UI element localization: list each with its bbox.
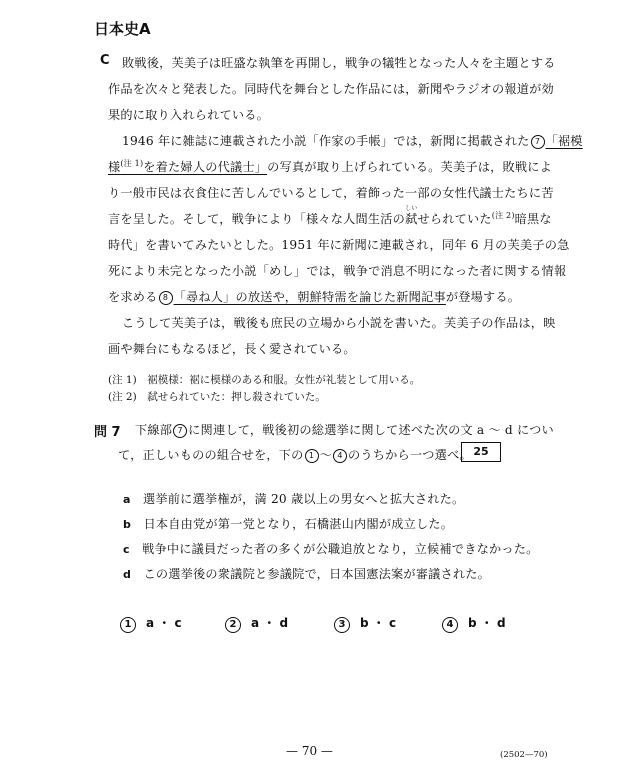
question-label: 問 7 bbox=[94, 425, 121, 440]
passage-line bbox=[108, 205, 552, 227]
choice-number: 1 bbox=[120, 617, 136, 633]
passage-line bbox=[108, 158, 552, 175]
statement-d bbox=[123, 565, 490, 582]
underlined-text: 「裾模 bbox=[545, 134, 583, 148]
passage-line bbox=[122, 132, 583, 149]
passage-text: の写真が取り上げられている。芙美子は，敗戦によ bbox=[267, 160, 553, 175]
passage-line: り一般市民は衣食住に苦しんでいるとして，着飾った一部の女性代議士たちに苦 bbox=[108, 186, 554, 200]
question-text: に関連して，戦後初の総選挙に関して述べた次の文 a ～ d につい bbox=[188, 423, 554, 437]
ruby-word bbox=[405, 205, 418, 227]
document-code: (2502—70) bbox=[500, 750, 548, 760]
statement-b bbox=[123, 515, 453, 532]
question-line bbox=[118, 446, 472, 463]
subject-title: 日本史A bbox=[94, 20, 151, 38]
passage-text: を求める bbox=[108, 290, 158, 304]
range-separator: ～ bbox=[319, 448, 332, 462]
question-text: のうちから一つ選べ。 bbox=[347, 448, 472, 462]
choice-text: a ・ d bbox=[251, 616, 289, 630]
statement-text: 戦争中に議員だった者の多くが公職追放となり，立候補できなかった。 bbox=[142, 542, 539, 556]
choice-text: b ・ c bbox=[360, 616, 397, 630]
question-text: 下線部 bbox=[135, 423, 173, 437]
choice-1[interactable] bbox=[120, 612, 182, 633]
footnote-ref: (注 2) bbox=[491, 211, 515, 220]
passage-text: せられていた bbox=[417, 212, 492, 227]
passage-text: が登場する。 bbox=[445, 290, 521, 304]
statement-text: 日本自由党が第一党となり，石橋湛山内閣が成立した。 bbox=[143, 517, 454, 531]
question-line bbox=[135, 421, 554, 438]
statement-letter: c bbox=[123, 543, 130, 556]
passage-line: 画や舞台にもなるほど，長く愛されている。 bbox=[108, 342, 356, 356]
underlined-text bbox=[108, 160, 267, 174]
statement-text: この選挙後の衆議院と参議院で，日本国憲法案が審議された。 bbox=[143, 567, 491, 581]
ruby-base: 弑 bbox=[405, 212, 418, 227]
choice-number: 3 bbox=[334, 617, 350, 633]
footnote: (注 1) 裾模様：裾に模様のある和服。女性が礼装として用いる。 bbox=[108, 374, 421, 386]
passage-line: 作品を次々と発表した。同時代を舞台とした作品には，新聞やラジオの報道が効 bbox=[108, 82, 554, 96]
statement-c bbox=[123, 540, 539, 557]
choice-2[interactable] bbox=[225, 612, 288, 633]
underlined-text: 「尋ね人」の放送や，朝鮮特需を論じた新聞記事 bbox=[173, 290, 446, 304]
choice-range-end: 4 bbox=[333, 449, 347, 463]
choice-3[interactable] bbox=[334, 612, 396, 633]
choice-number: 2 bbox=[225, 617, 241, 633]
passage-text: 1946 年に雑誌に連載された小説「作家の手帳」では，新聞に掲載された bbox=[122, 134, 530, 148]
passage-line: 時代」を書いてみたいとした。1951 年に新聞に連載され，同年 6 月の芙美子の急 bbox=[108, 238, 570, 252]
passage-line: 果的に取り入れられている。 bbox=[108, 108, 270, 122]
page-number: — 70 — bbox=[286, 744, 333, 758]
underline-marker-ref: 7 bbox=[173, 424, 187, 438]
passage-line: 死により未完となった小説「めし」では，戦争で消息不明になった者に関する情報 bbox=[108, 264, 567, 278]
section-letter: C bbox=[100, 53, 110, 68]
underline-marker-8: 8 bbox=[159, 291, 173, 305]
passage-text: 暗黒な bbox=[514, 212, 552, 227]
passage-line: こうして芙美子は，戦後も庶民の立場から小説を書いた。芙美子の作品は，映 bbox=[122, 316, 556, 330]
passage-line: 敗戦後，芙美子は旺盛な執筆を再開し，戦争の犠牲となった人々を主題とする bbox=[122, 56, 556, 70]
answer-number-box: 25 bbox=[461, 442, 501, 462]
underline-marker-7: 7 bbox=[531, 135, 545, 149]
choice-text: a ・ c bbox=[146, 616, 182, 630]
footnote-ref: (注 1) bbox=[120, 159, 144, 168]
statement-a bbox=[123, 490, 464, 507]
statement-letter: b bbox=[123, 518, 132, 531]
ruby-reading: しい bbox=[405, 205, 418, 213]
choice-range-start: 1 bbox=[305, 449, 319, 463]
passage-text: 言を呈した。そして，戦争により「様々な人間生活の bbox=[108, 212, 406, 227]
choice-text: b ・ d bbox=[468, 616, 506, 630]
statement-letter: d bbox=[123, 568, 132, 581]
question-text: て，正しいものの組合せを，下の bbox=[118, 448, 304, 462]
statement-letter: a bbox=[123, 493, 131, 506]
underlined-text-a: 様 bbox=[108, 160, 121, 175]
passage-line bbox=[108, 288, 520, 305]
footnote: (注 2) 弑せられていた：押し殺されていた。 bbox=[108, 391, 326, 403]
statement-text: 選挙前に選挙権が，満 20 歳以上の男女へと拡大された。 bbox=[143, 492, 465, 506]
choice-number: 4 bbox=[442, 617, 458, 633]
underlined-text-b: を着た婦人の代議士」 bbox=[143, 160, 268, 175]
choice-4[interactable] bbox=[442, 612, 506, 633]
